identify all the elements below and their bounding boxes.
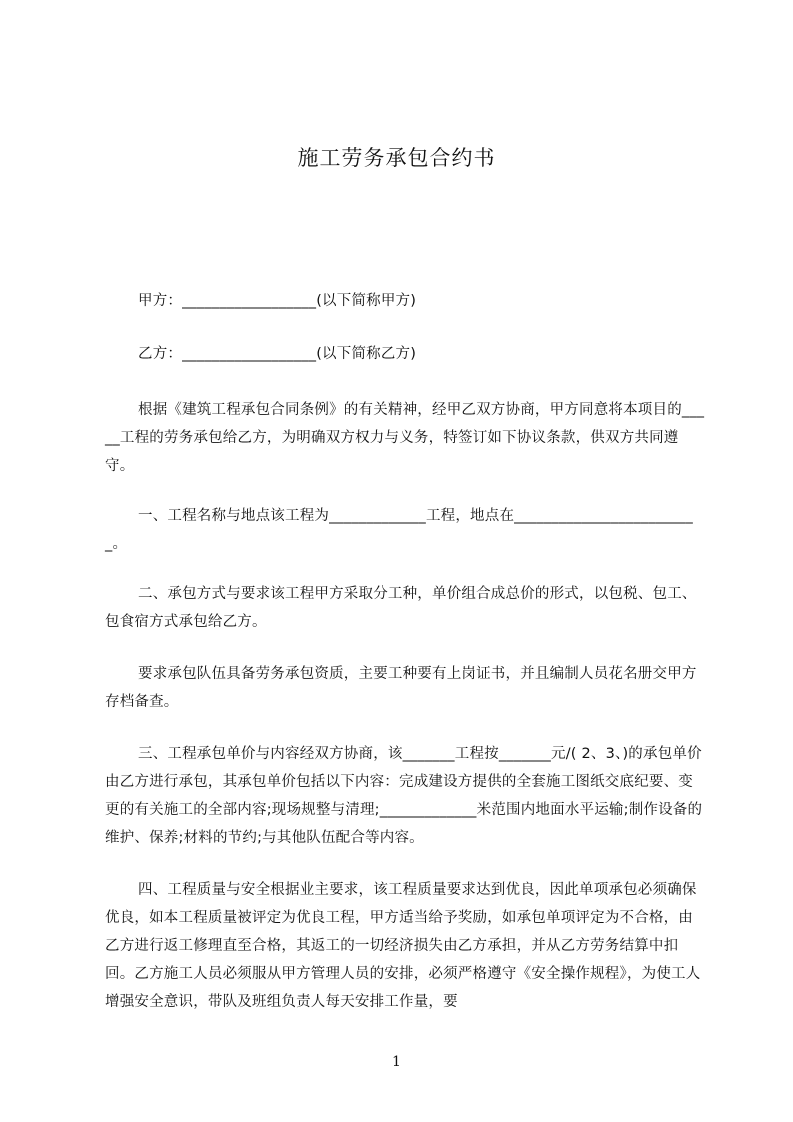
clause-2-requirements-paragraph: 要求承包队伍具备劳务承包资质，主要工种要有上岗证书，并且编制人员花名册交甲方存档备查。 [105, 666, 697, 710]
clause-1-paragraph: 一、工程名称与地点该工程为_____________工程，地点在_________________________。 [105, 508, 693, 552]
page-number: 1 [392, 1054, 401, 1070]
party-b-line: 乙方：__________________(以下简称乙方) [138, 346, 417, 362]
clause-4-paragraph: 四、工程质量与安全根据业主要求，该工程质量要求达到优良，因此单项承包必须确保优良，如本工程质量被评定为优良工程，甲方适当给予奖励，如承包单项评定为不合格，由乙方进行返工修理直至合格，其返工的一切经济损失由乙方承担，并从乙方劳务结算中扣回。乙方施工人员必须服从甲方管理人员的安排，必须严格遵守《安全操作规程》，为使工人增强安全意识，带队及班组负责人每天安排工作量，要 [105, 882, 701, 1010]
document-title: 施工劳务承包合约书 [297, 146, 496, 170]
party-a-line: 甲方：__________________(以下简称甲方) [138, 293, 417, 309]
clause-2-paragraph: 二、承包方式与要求该工程甲方采取分工种，单价组合成总价的形式，以包税、包工、包食宿方式承包给乙方。 [105, 586, 697, 630]
intro-paragraph: 根据《建筑工程承包合同条例》的有关精神，经甲乙双方协商，甲方同意将本项目的_____工程的劳务承包给乙方，为明确双方权力与义务，特签订如下协议条款，供双方共同遵守。 [105, 402, 705, 474]
clause-3-paragraph: 三、工程承包单价与内容经双方协商，该_______工程按_______元/( 2、3、)的承包单价由乙方进行承包，其承包单价包括以下内容：完成建设方提供的全套施工图纸交底纪要、变更的有关施工的全部内容;现场规整与清理;_____________米范围内地面水平运输;制作设备的维护、保养;材料的节约;与其他队伍配合等内容。 [105, 746, 703, 846]
